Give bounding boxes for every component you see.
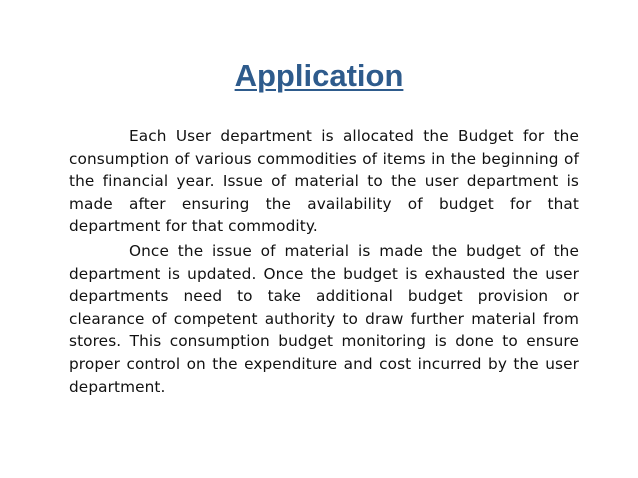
- slide-title-text: Application: [234, 58, 404, 93]
- slide-title: [0, 56, 638, 96]
- body-paragraph-1: Each User department is allocated the Budget for the consumption of various commodities of items in the beginning of the financial year. Issue of material to the user department is made after ensuring the availability of budget for that department for that commodity.: [69, 127, 579, 236]
- slide-body: [69, 125, 579, 398]
- body-paragraph-2: Once the issue of material is made the budget of the department is updated. Once the budget is exhausted the user departments need to take additional budget provision or clearance of competent authority to draw further material from stores. This consumption budget monitoring is done to ensure proper control on the expenditure and cost incurred by the user department.: [69, 241, 579, 396]
